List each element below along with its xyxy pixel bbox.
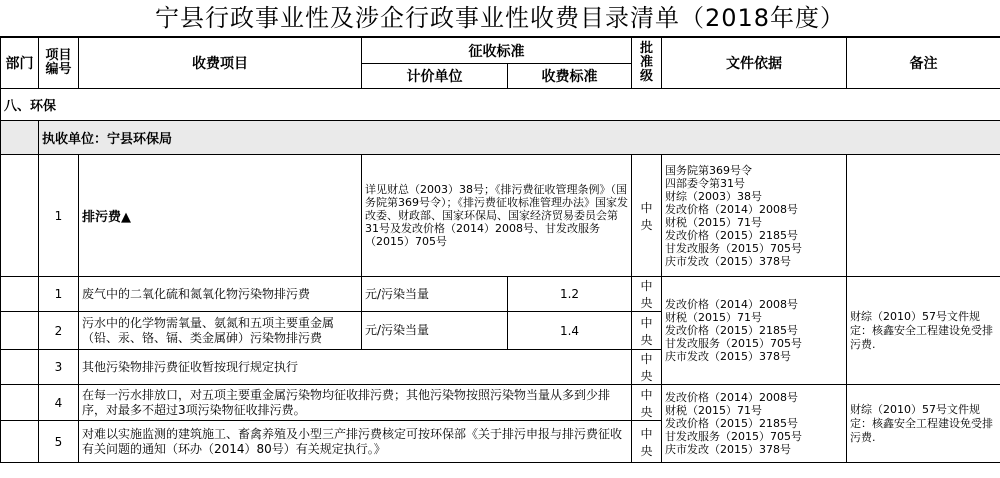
sub-item-name: 污水中的化学物需氧量、氨氮和五项主要重金属（铅、汞、铬、镉、类金属砷）污染物排污费 [79,312,362,350]
sub-item-level: 中央 [632,350,662,385]
main-item-basis: 国务院第369号令 四部委令第31号 财综（2003）38号 发改价格（2014）2008号 财税（2015）71号 发改价格（2015）2185号 甘发改服务（2015）705号 庆市发改（2015）378号 [662,155,847,277]
sub-dept-cell [1,421,39,463]
agency-row: 执收单位：宁县环保局 [39,121,1000,155]
sub-item-level: 中央 [632,385,662,421]
fee-table [0,37,1000,463]
sub-item-rate: 1.2 [508,277,632,312]
sub-item-level: 中央 [632,312,662,350]
sub-item-level: 中央 [632,277,662,312]
main-item-remark [847,155,1000,277]
agency-dept-cell [1,121,39,155]
page-title: 宁县行政事业性及涉企行政事业性收费目录清单（2018年度） [0,0,1000,37]
sub-item-name: 对难以实施监测的建筑施工、畜禽养殖及小型三产排污费核定可按环保部《关于排污申报与排污费征收有关问题的通知（环办（2014）80号）有关规定执行。》 [79,421,632,463]
group-basis-1: 发改价格（2014）2008号 财税（2015）71号 发改价格（2015）2185号 甘发改服务（2015）705号 庆市发改（2015）378号 [662,277,847,385]
header-standard: 征收标准 [362,38,632,64]
header-dept: 部门 [1,38,39,89]
main-item-name: 排污费▲ [79,155,362,277]
header-remark: 备注 [847,38,1000,89]
sub-dept-cell [1,350,39,385]
main-item-no: 1 [39,155,79,277]
sub-item-level: 中央 [632,421,662,463]
main-item-standard: 详见财总（2003）38号；《排污费征收管理条例》（国务院第369号令）；《排污费征收标准管理办法》国家发改委、财政部、国家环保局、国家经济贸易委员会第31号及发改价格（2014）2008号、甘发改服务（2015）705号 [362,155,632,277]
header-item-no: 项目编号 [39,38,79,89]
main-dept-cell [1,155,39,277]
sub-item-name: 其他污染物排污费征收暂按现行规定执行 [79,350,632,385]
group-remark-2: 财综（2010）57号文件规定：核鑫安全工程建设免受排污费. [847,385,1000,463]
main-item-level: 中央 [632,155,662,277]
header-approval-level: 批准级 [632,38,662,89]
sub-dept-cell [1,385,39,421]
header-rate: 收费标准 [508,64,632,89]
sub-dept-cell [1,312,39,350]
group-remark-1: 财综（2010）57号文件规定：核鑫安全工程建设免受排污费. [847,277,1000,385]
header-fee-item: 收费项目 [79,38,362,89]
sub-dept-cell [1,277,39,312]
sub-item-name: 废气中的二氧化硫和氮氧化物污染物排污费 [79,277,362,312]
sub-item-rate: 1.4 [508,312,632,350]
sub-item-no: 1 [39,277,79,312]
sub-item-no: 3 [39,350,79,385]
group-basis-2: 发改价格（2014）2008号 财税（2015）71号 发改价格（2015）2185号 甘发改服务（2015）705号 庆市发改（2015）378号 [662,385,847,463]
sub-item-unit: 元/污染当量 [362,277,508,312]
header-unit: 计价单位 [362,64,508,89]
sub-item-unit: 元/污染当量 [362,312,508,350]
sub-item-no: 5 [39,421,79,463]
sub-item-name: 在每一污水排放口，对五项主要重金属污染物均征收排污费；其他污染物按照污染物当量从多到少排序，对最多不超过3项污染物征收排污费。 [79,385,632,421]
header-basis: 文件依据 [662,38,847,89]
section-row: 八、环保 [1,89,1000,121]
sub-item-no: 2 [39,312,79,350]
sub-item-no: 4 [39,385,79,421]
